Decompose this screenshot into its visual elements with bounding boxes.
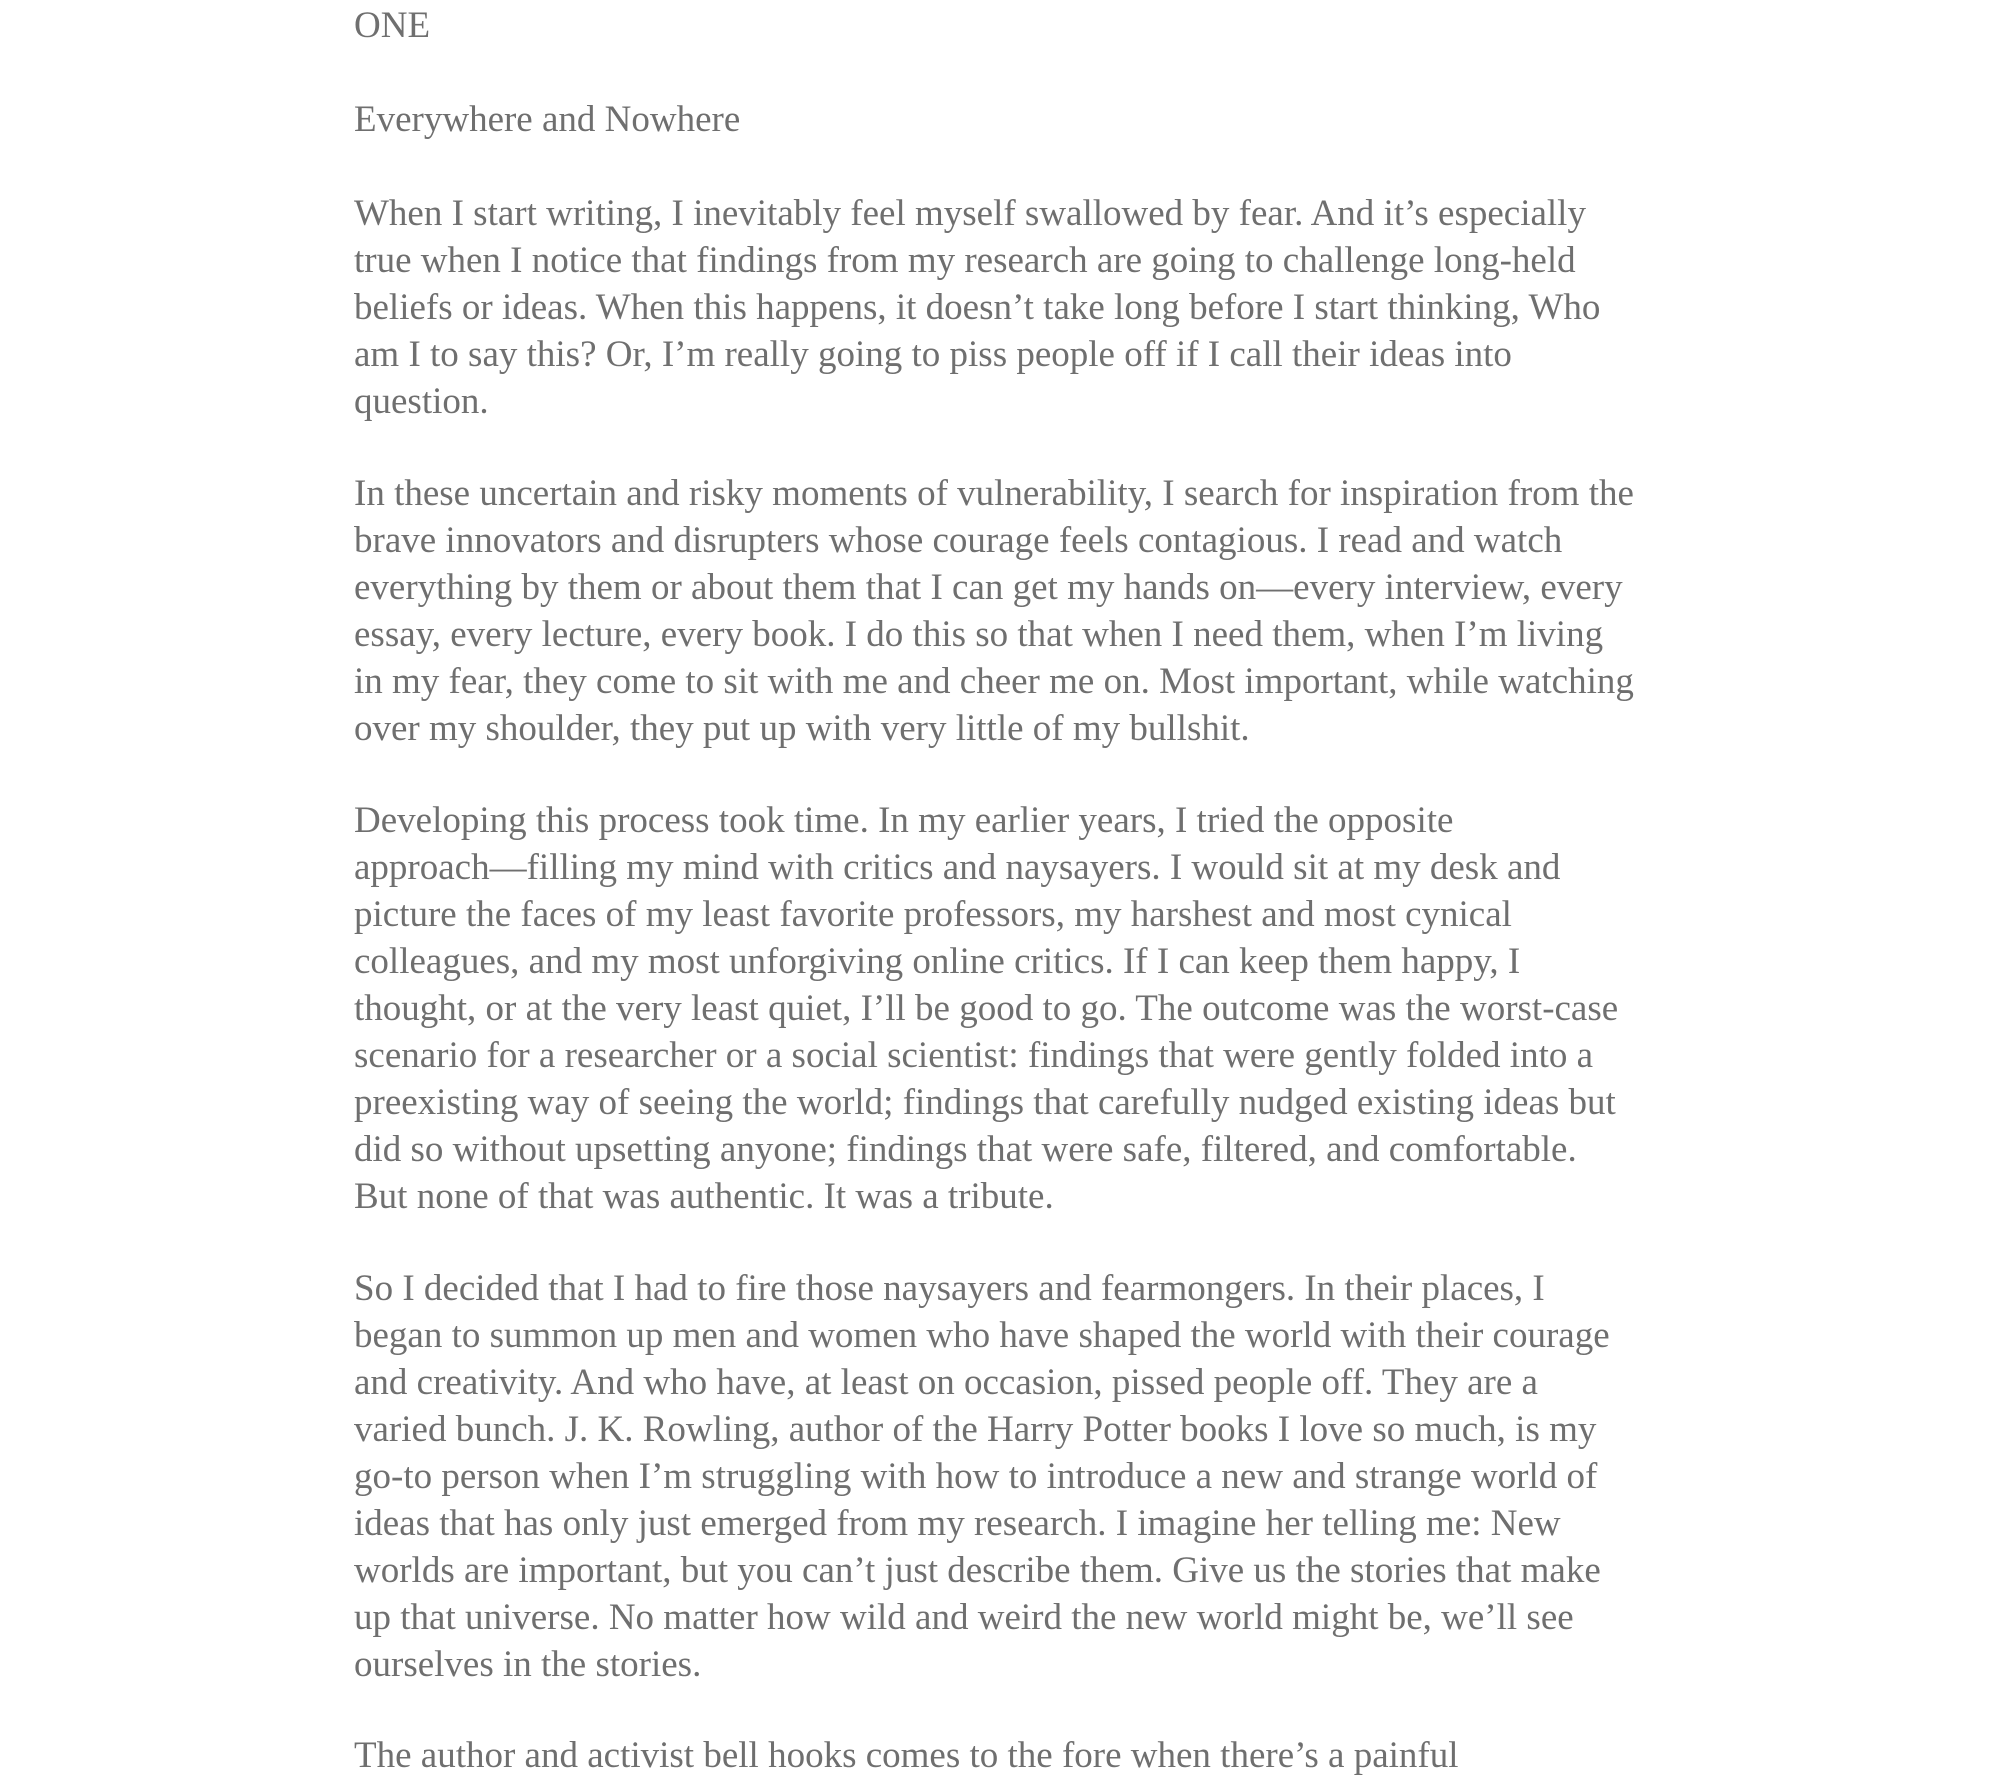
text-line: over my shoulder, they put up with very little of my bullshit. [354, 708, 1250, 749]
text-line: In these uncertain and risky moments of vulnerability, I search for inspiration from the [354, 473, 1634, 514]
text-line: varied bunch. J. K. Rowling, author of the Harry Potter books I love so much, is my [354, 1409, 1597, 1450]
paragraph-4 [354, 1265, 1610, 1688]
text-line: am I to say this? Or, I’m really going to piss people off if I call their ideas into [354, 334, 1512, 375]
text-line: essay, every lecture, every book. I do this so that when I need them, when I’m living [354, 614, 1604, 655]
text-line: ideas that has only just emerged from my research. I imagine her telling me: New [354, 1503, 1561, 1544]
text-line: ourselves in the stories. [354, 1644, 702, 1685]
text-line: preexisting way of seeing the world; findings that carefully nudged existing ideas but [354, 1082, 1616, 1123]
text-line: When I start writing, I inevitably feel myself swallowed by fear. And it’s especially [354, 193, 1586, 234]
text-line: go-to person when I’m struggling with how to introduce a new and strange world of [354, 1456, 1598, 1497]
text-line: So I decided that I had to fire those naysayers and fearmongers. In their places, I [354, 1268, 1545, 1309]
text-line: true when I notice that findings from my research are going to challenge long-held [354, 240, 1576, 281]
paragraph-2 [354, 470, 1634, 752]
text-line: The author and activist bell hooks comes to the fore when there’s a painful [354, 1735, 1459, 1776]
text-line: Developing this process took time. In my earlier years, I tried the opposite [354, 800, 1454, 841]
text-line: in my fear, they come to sit with me and cheer me on. Most important, while watching [354, 661, 1634, 702]
text-line: picture the faces of my least favorite professors, my harshest and most cynical [354, 894, 1512, 935]
text-line: up that universe. No matter how wild and weird the new world might be, we’ll see [354, 1597, 1574, 1638]
text-line: began to summon up men and women who have shaped the world with their courage [354, 1315, 1610, 1356]
text-line: But none of that was authentic. It was a tribute. [354, 1176, 1054, 1217]
text-line: scenario for a researcher or a social scientist: findings that were gently folded into a [354, 1035, 1594, 1076]
text-line: everything by them or about them that I can get my hands on—every interview, every [354, 567, 1623, 608]
paragraph-1 [354, 190, 1600, 425]
text-line: brave innovators and disrupters whose courage feels contagious. I read and watch [354, 520, 1563, 561]
text-line: colleagues, and my most unforgiving online critics. If I can keep them happy, I [354, 941, 1521, 982]
text-line: beliefs or ideas. When this happens, it doesn’t take long before I start thinking, Who [354, 287, 1601, 328]
text-line: approach—filling my mind with critics and naysayers. I would sit at my desk and [354, 847, 1561, 888]
text-line: worlds are important, but you can’t just describe them. Give us the stories that make [354, 1550, 1601, 1591]
text-line: thought, or at the very least quiet, I’ll be good to go. The outcome was the worst-case [354, 988, 1619, 1029]
paragraph-5 [354, 1732, 1459, 1779]
text-line: did so without upsetting anyone; findings that were safe, filtered, and comfortable. [354, 1129, 1577, 1170]
text-line: question. [354, 381, 489, 422]
paragraph-3 [354, 797, 1618, 1220]
chapter-number: ONE [354, 5, 431, 46]
chapter-title: Everywhere and Nowhere [354, 99, 741, 140]
text-line: and creativity. And who have, at least on occasion, pissed people off. They are a [354, 1362, 1538, 1403]
